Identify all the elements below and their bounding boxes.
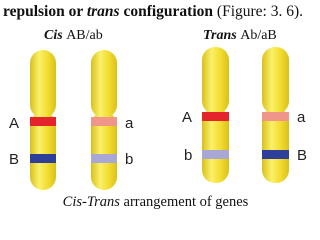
cis-chromosome-left xyxy=(30,50,56,190)
trans-genotype: Ab/aB xyxy=(240,28,277,43)
allele-cis-right-upper: a xyxy=(125,115,134,132)
cis-left-band-lower xyxy=(30,154,56,163)
heading-part-2: trans xyxy=(86,3,120,20)
figure-caption xyxy=(0,193,311,211)
heading-part-3: configuration xyxy=(119,3,214,20)
trans-title: Trans xyxy=(203,28,237,43)
allele-cis-left-upper: A xyxy=(9,115,20,132)
trans-left-band-lower xyxy=(202,150,229,159)
allele-trans-left-upper: A xyxy=(182,109,193,126)
cis-chromosome-right xyxy=(91,50,117,190)
cis-genotype: AB/ab xyxy=(66,28,103,43)
trans-chromosome-left xyxy=(202,47,229,183)
heading-figure-ref: (Figure: 3. 6). xyxy=(213,3,304,20)
trans-chromosome-right xyxy=(262,47,289,183)
allele-trans-left-lower: b xyxy=(184,147,193,164)
allele-cis-left-lower: B xyxy=(9,151,20,168)
cis-right-band-upper xyxy=(91,117,117,126)
trans-left-band-upper xyxy=(202,112,229,121)
allele-trans-right-upper: a xyxy=(297,109,306,126)
heading-part-1: repulsion or xyxy=(3,3,87,20)
trans-right-band-upper xyxy=(262,112,289,121)
caption-rest: arrangement of genes xyxy=(119,194,249,210)
caption-italic: Cis-Trans xyxy=(62,194,120,210)
cis-left-band-upper xyxy=(30,117,56,126)
allele-cis-right-lower: b xyxy=(125,151,134,168)
trans-right-band-lower xyxy=(262,150,289,159)
cis-right-band-lower xyxy=(91,154,117,163)
cis-title: Cis xyxy=(44,28,63,43)
allele-trans-right-lower: B xyxy=(297,147,308,164)
